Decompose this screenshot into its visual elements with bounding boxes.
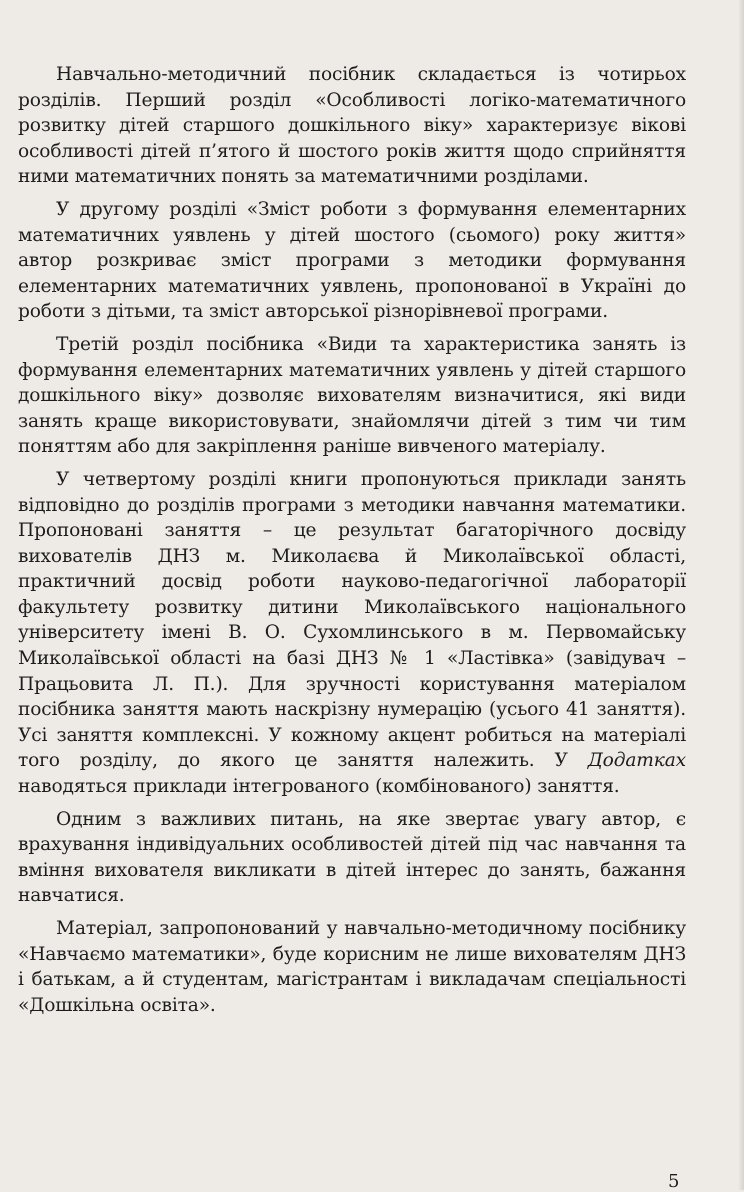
page-number: 5 — [668, 1171, 680, 1192]
paragraph-6: Матеріал, запропонований у навчально-методичному посібнику «Навчаємо математики», буде корисним не лише вихователям ДНЗ і батькам, а й студентам, магістрантам і викладачам спеціальності «Дошкільна освіта». — [18, 918, 686, 1016]
paragraph-3: Третій розділ посібника «Види та характеристика занять із формування елементарних математичних уявлень у дітей старшого дошкільного віку» дозволяє вихователям визначитися, які види занять краще використовувати, знайомлячи дітей з тим чи тим поняттям або для закріплення раніше вивченого матеріалу. — [18, 333, 686, 458]
paragraph-4-text-before: У четвертому розділі книги пропонуються приклади занять відповідно до розділів програми з методики навчання математики. Пропоновані заняття – це результат багаторічного досвіду вихователів ДНЗ м. Миколаєва й Миколаївської області, практичний досвід роботи науково-педагогічної лабораторії факультету розвитку дитини Миколаївського національного університету імені В. О. Сухомлинського в м. Первомайську Миколаївської області на базі ДНЗ № 1 «Ластівка» (завідувач – Працьовита Л. П.). Для зручності користування матеріалом посібника заняття мають наскрізну нумерацію (усього 41 заняття). Усі заняття комплексні. У кожному акцент робиться на матеріалі того розділу, до якого це заняття належить. У — [18, 468, 686, 772]
paragraph-2: У другому розділі «Зміст роботи з формування елементарних математичних уявлень у дітей шостого (сьомого) року життя» автор розкриває зміст програми з методики формування елементарних математичних уявлень, пропонованої в Україні до роботи з дітьми, та зміст авторської різнорівневої програми. — [18, 198, 686, 323]
paragraph-4-emphasis: Додатках — [587, 750, 686, 772]
paragraph-4-text-after: наводяться приклади інтегрованого (комбінованого) заняття. — [18, 776, 620, 798]
paragraph-4 — [18, 467, 686, 800]
page-text-block — [18, 62, 686, 1025]
paragraph-1: Навчально-методичний посібник складається із чотирьох розділів. Перший розділ «Особливості логіко-математичного розвитку дітей старшого дошкільного віку» характеризує вікові особливості дітей п’ятого й шостого років життя щодо сприйняття ними математичних понять за математичними розділами. — [18, 64, 686, 188]
paragraph-5: Одним з важливих питань, на яке звертає увагу автор, є врахування індивідуальних особливостей дітей під час навчання та вміння вихователя викликати в дітей інтерес до занять, бажання навчатися. — [18, 808, 686, 907]
page-edge-shadow — [738, 0, 744, 1190]
